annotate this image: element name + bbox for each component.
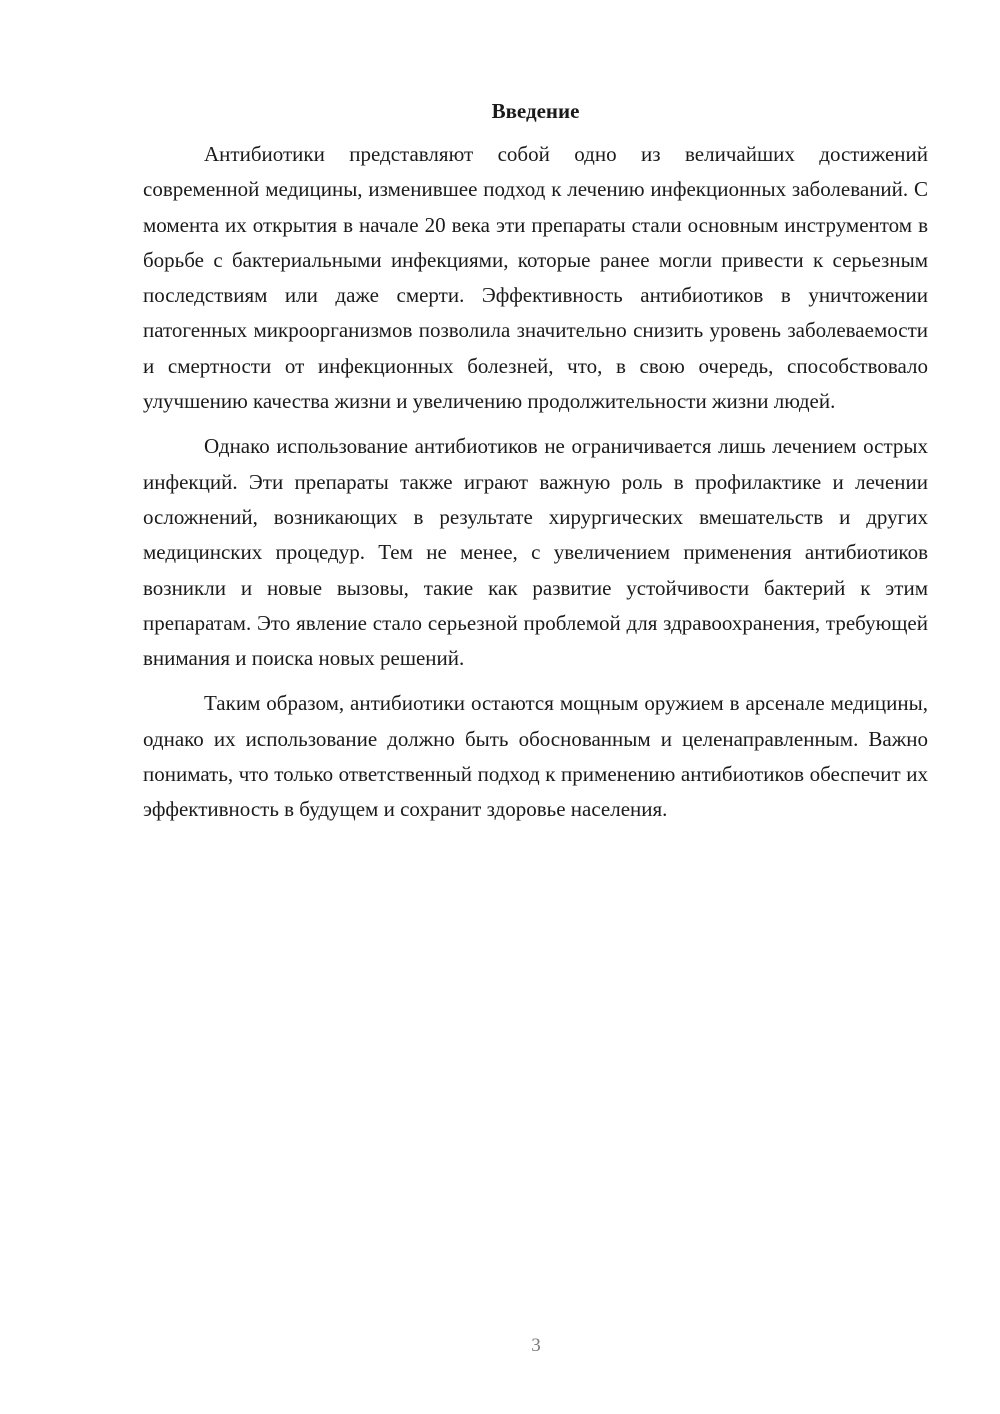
- paragraph-3: Таким образом, антибиотики остаются мощным оружием в арсенале медицины, однако их использование должно быть обоснованным и целенаправленным. Важно понимать, что только ответственный подход к применению антибиотиков обеспечит их эффективность в будущем и сохранит здоровье населения.: [143, 691, 928, 822]
- page-content: [143, 96, 928, 838]
- paragraph-2: Однако использование антибиотиков не ограничивается лишь лечением острых инфекций. Эти препараты также играют важную роль в профилактике и лечении осложнений, возникающих в результате хирургических вмешательств и других медицинских процедур. Тем не менее, с увеличением применения антибиотиков возникли и новые вызовы, такие как развитие устойчивости бактерий к этим препаратам. Это явление стало серьезной проблемой для здравоохранения, требующей внимания и поиска новых решений.: [143, 434, 928, 671]
- paragraph-1: Антибиотики представляют собой одно из величайших достижений современной медицины, изменившее подход к лечению инфекционных заболеваний. С момента их открытия в начале 20 века эти препараты стали основным инструментом в борьбе с бактериальными инфекциями, которые ранее могли привести к серьезным последствиям или даже смерти. Эффективность антибиотиков в уничтожении патогенных микроорганизмов позволила значительно снизить уровень заболеваемости и смертности от инфекционных болезней, что, в свою очередь, способствовало улучшению качества жизни и увеличению продолжительности жизни людей.: [143, 142, 928, 414]
- page-number: 3: [531, 1335, 541, 1356]
- section-title: Введение: [491, 99, 580, 123]
